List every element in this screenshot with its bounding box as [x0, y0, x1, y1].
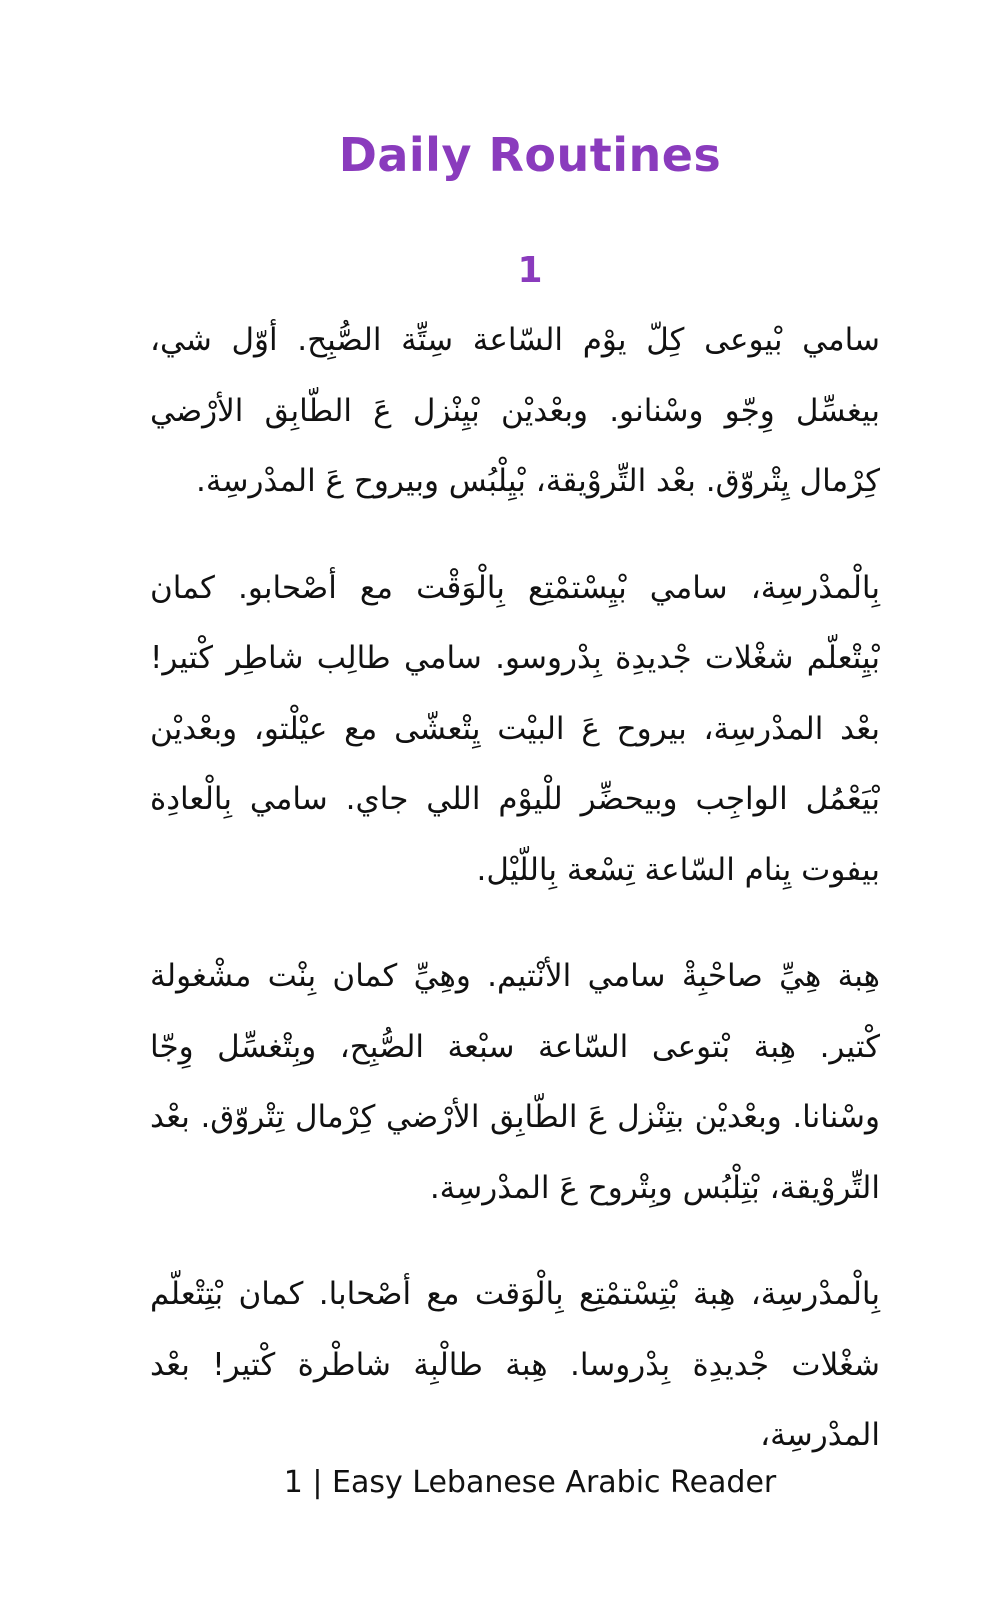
story-text: [150, 305, 880, 1507]
paragraph-heba-school: بِالْمدْرسِة، هِبة بْتِسْتمْتِع بِالْوَقت مع أصْحابا. كمان بْتِتْعلّم شغْلات جْديدِة بِدْروسا. هِبة طالْبِة شاطْرة كْتير! بعْد المدْرسِة،: [150, 1276, 880, 1453]
paragraph-heba-morning: هِبة هِيِّ صاحْبِةْ سامي الأنْتيم. وهِيِّ كمان بِنْت مشْغولة كْتير. هِبة بْتوعى السّاعة سبْعة الصُّبِح، وبِتْغسِّل وِجّا وسْنانا. وبعْديْن بتِنْزل عَ الطّابِق الأرْضي كِرْمال تِتْروّق. بعْد التِّروْيقة، بْتِلْبُس وبِتْروح عَ المدْرسِة.: [150, 958, 880, 1206]
paragraph-sami-school: بِالْمدْرسِة، سامي بْيِسْتمْتِع بِالْوَقْت مع أصْحابو. كمان بْيِتْعلّم شغْلات جْديدِة بِدْروسو. سامي طالِب شاطِر كْتير! بعْد المدْرسِة، بيروح عَ البيْت يِتْعشّى مع عيْلْتو، وبعْديْن بْيَعْمُل الواجِب وبيحضِّر للْيوْم اللي جاي. سامي بِالْعادِة بيفوت يِنام السّاعة تِسْعة بِاللّيْل.: [150, 569, 880, 888]
chapter-number: 1: [517, 250, 543, 291]
page-footer: 1 | Easy Lebanese Arabic Reader: [283, 1465, 777, 1500]
page-title: Daily Routines: [338, 128, 722, 182]
paragraph-sami-morning: سامي بْيوعى كِلّ يوْم السّاعة سِتِّة الصُّبِح. أوّل شي، بيغسِّل وِجّو وسْنانو. وبعْديْن بْيِنْزل عَ الطّابِق الأرْضي كِرْمال يِتْروّق. بعْد التِّروْيقة، بْيِلْبُس وبيروح عَ المدْرسِة.: [150, 322, 880, 499]
